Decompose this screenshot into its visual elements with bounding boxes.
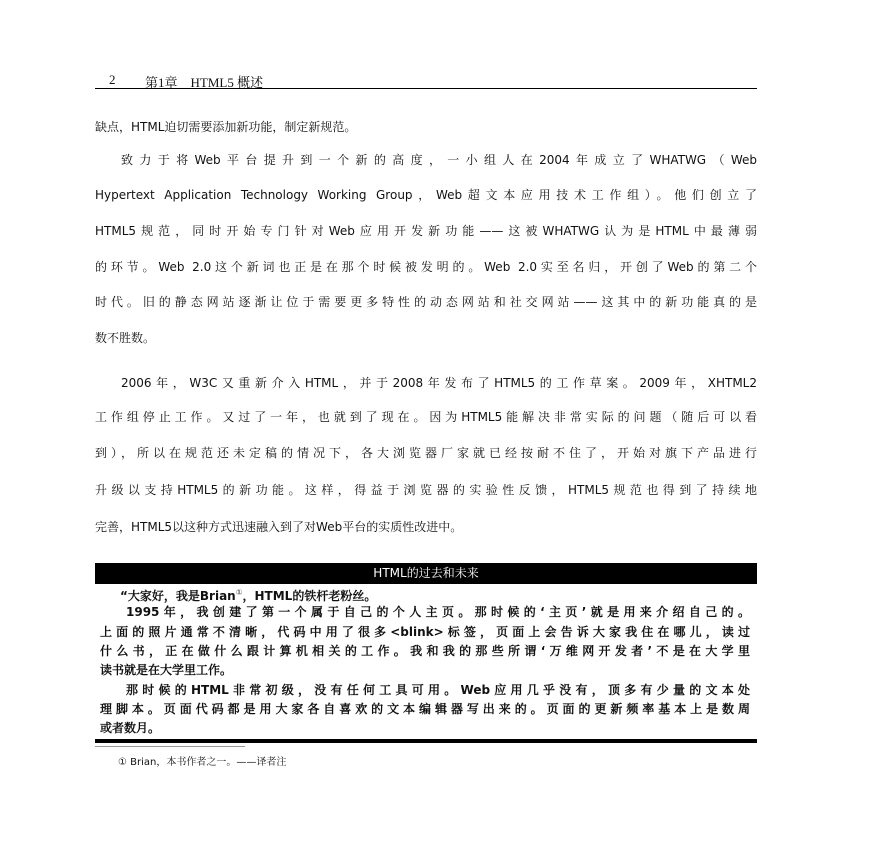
sidebar-line: 什么书，正在做什么跟计算机相关的工作。我和我的那些所谓‘万维网开发者’不是在大学里 — [100, 644, 750, 658]
sidebar-box-title: HTML的过去和未来 — [95, 563, 757, 584]
footnote-marker: ① — [235, 588, 243, 597]
chapter-title: 第1章 HTML5 概述 — [145, 75, 264, 90]
sidebar-line: 那时候的HTML非常初级，没有任何工具可用。Web应用几乎没有，顶多有少量的文本处 — [126, 683, 750, 697]
body-line: 到），所以在规范还未定稿的情况下，各大浏览器厂家就已经按耐不住了，开始对旗下产品进行 — [95, 446, 757, 460]
footnote: ① Brian，本书作者之一。——译者注 — [118, 757, 287, 768]
page-number: 2 — [109, 72, 116, 87]
body-line: 缺点，HTML迫切需要添加新功能，制定新规范。 — [95, 120, 357, 134]
sidebar-line: 1995年，我创建了第一个属于自己的个人主页。那时候的‘主页’就是用来介绍自己的。 — [126, 605, 750, 619]
body-line: 时代。旧的静态网站逐渐让位于需要更多特性的动态网站和社交网站——这其中的新功能真的是 — [95, 295, 757, 309]
body-line: 工作组停止工作。又过了一年，也就到了现在。因为HTML5能解决非常实际的问题（随后可以看 — [95, 410, 757, 424]
sidebar-line: 读书就是在大学里工作。 — [100, 663, 233, 677]
sidebar-box-bottom-rule — [95, 739, 757, 743]
sidebar-intro — [120, 585, 770, 604]
body-line: 完善，HTML5以这种方式迅速融入到了对Web平台的实质性改进中。 — [95, 520, 463, 534]
body-line: 致力于将Web平台提升到一个新的高度，一小组人在2004年成立了WHATWG（Web — [121, 153, 757, 167]
sidebar-intro-text-end: ，HTML的铁杆老粉丝。 — [242, 589, 377, 603]
running-header — [95, 70, 757, 89]
sidebar-line: 或者数月。 — [100, 721, 161, 735]
sidebar-intro-text: “大家好，我是Brian — [120, 589, 236, 603]
sidebar-line: 理脚本。页面代码都是用大家各自喜欢的文本编辑器写出来的。页面的更新频率基本上是数周 — [100, 702, 750, 716]
body-line: 2006年，W3C又重新介入HTML，并于2008年发布了HTML5的工作草案。2009年，XHTML2 — [121, 376, 757, 390]
sidebar-line: 上面的照片通常不清晰，代码中用了很多<blink>标签，页面上会告诉大家我住在哪儿，读过 — [100, 625, 750, 639]
body-line: 数不胜数。 — [95, 331, 156, 345]
footnote-rule — [95, 746, 245, 747]
body-line: 的环节。Web 2.0这个新词也正是在那个时候被发明的。Web 2.0实至名归，开创了Web的第二个 — [95, 260, 757, 274]
body-line: HTML5规范，同时开始专门针对Web应用开发新功能——这被WHATWG认为是HTML中最薄弱 — [95, 224, 757, 238]
body-line: Hypertext Application Technology Working Group，Web超文本应用技术工作组）。他们创立了 — [95, 188, 757, 202]
body-line: 升级以支持HTML5的新功能。这样，得益于浏览器的实验性反馈，HTML5规范也得到了持续地 — [95, 483, 757, 497]
